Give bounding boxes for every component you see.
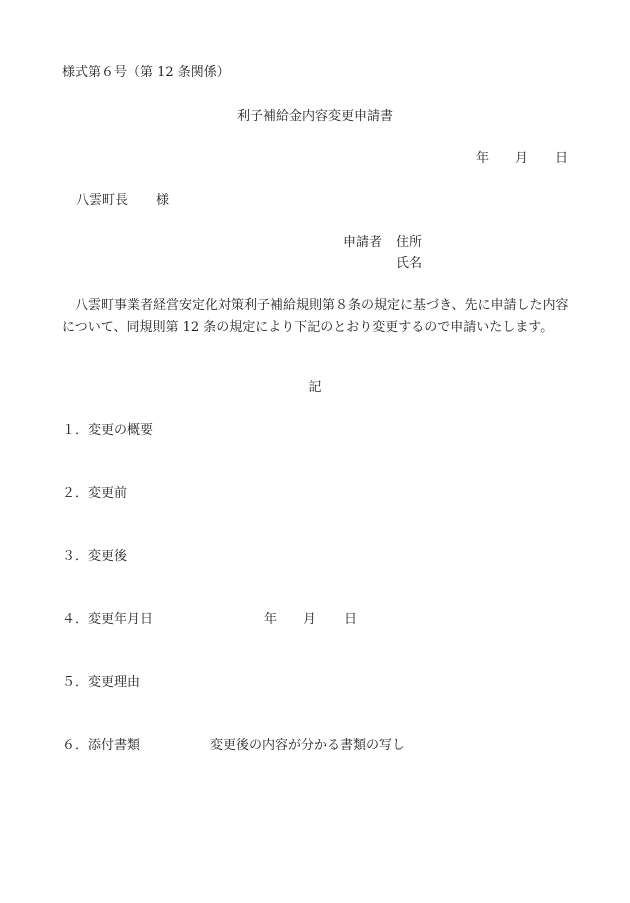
item-attachments: ６．添付書類 <box>62 738 141 753</box>
attachments-value: 変更後の内容が分かる書類の写し <box>210 738 406 753</box>
form-number: 様式第６号（第 12 条関係） <box>62 65 230 80</box>
change-date-year: 年 <box>264 612 278 627</box>
date-day-label: 日 <box>555 151 569 166</box>
addressee: 八雲町長 <box>76 193 129 208</box>
document-title: 利子補給金内容変更申請書 <box>236 109 393 124</box>
date-month-label: 月 <box>515 151 529 166</box>
item-summary: １．変更の概要 <box>62 423 154 438</box>
change-date-day: 日 <box>344 612 358 627</box>
change-date-month: 月 <box>303 612 317 627</box>
item-after: ３．変更後 <box>62 549 128 564</box>
honorific: 様 <box>156 193 170 208</box>
ki-heading: 記 <box>308 380 322 395</box>
applicant-label: 申請者 <box>343 235 383 250</box>
name-label: 氏名 <box>396 256 423 271</box>
date-year-label: 年 <box>476 151 490 166</box>
item-reason: ５．変更理由 <box>62 675 141 690</box>
item-before: ２．変更前 <box>62 486 128 501</box>
item-change-date: ４．変更年月日 <box>62 612 154 627</box>
address-label: 住所 <box>396 235 423 250</box>
body-text: 八雲町事業者経営安定化対策利子補給規則第８条の規定に基づき、先に申請した内容について、同規則第 12 条の規定により下記のとおり変更するので申請いたします。 <box>62 298 569 335</box>
